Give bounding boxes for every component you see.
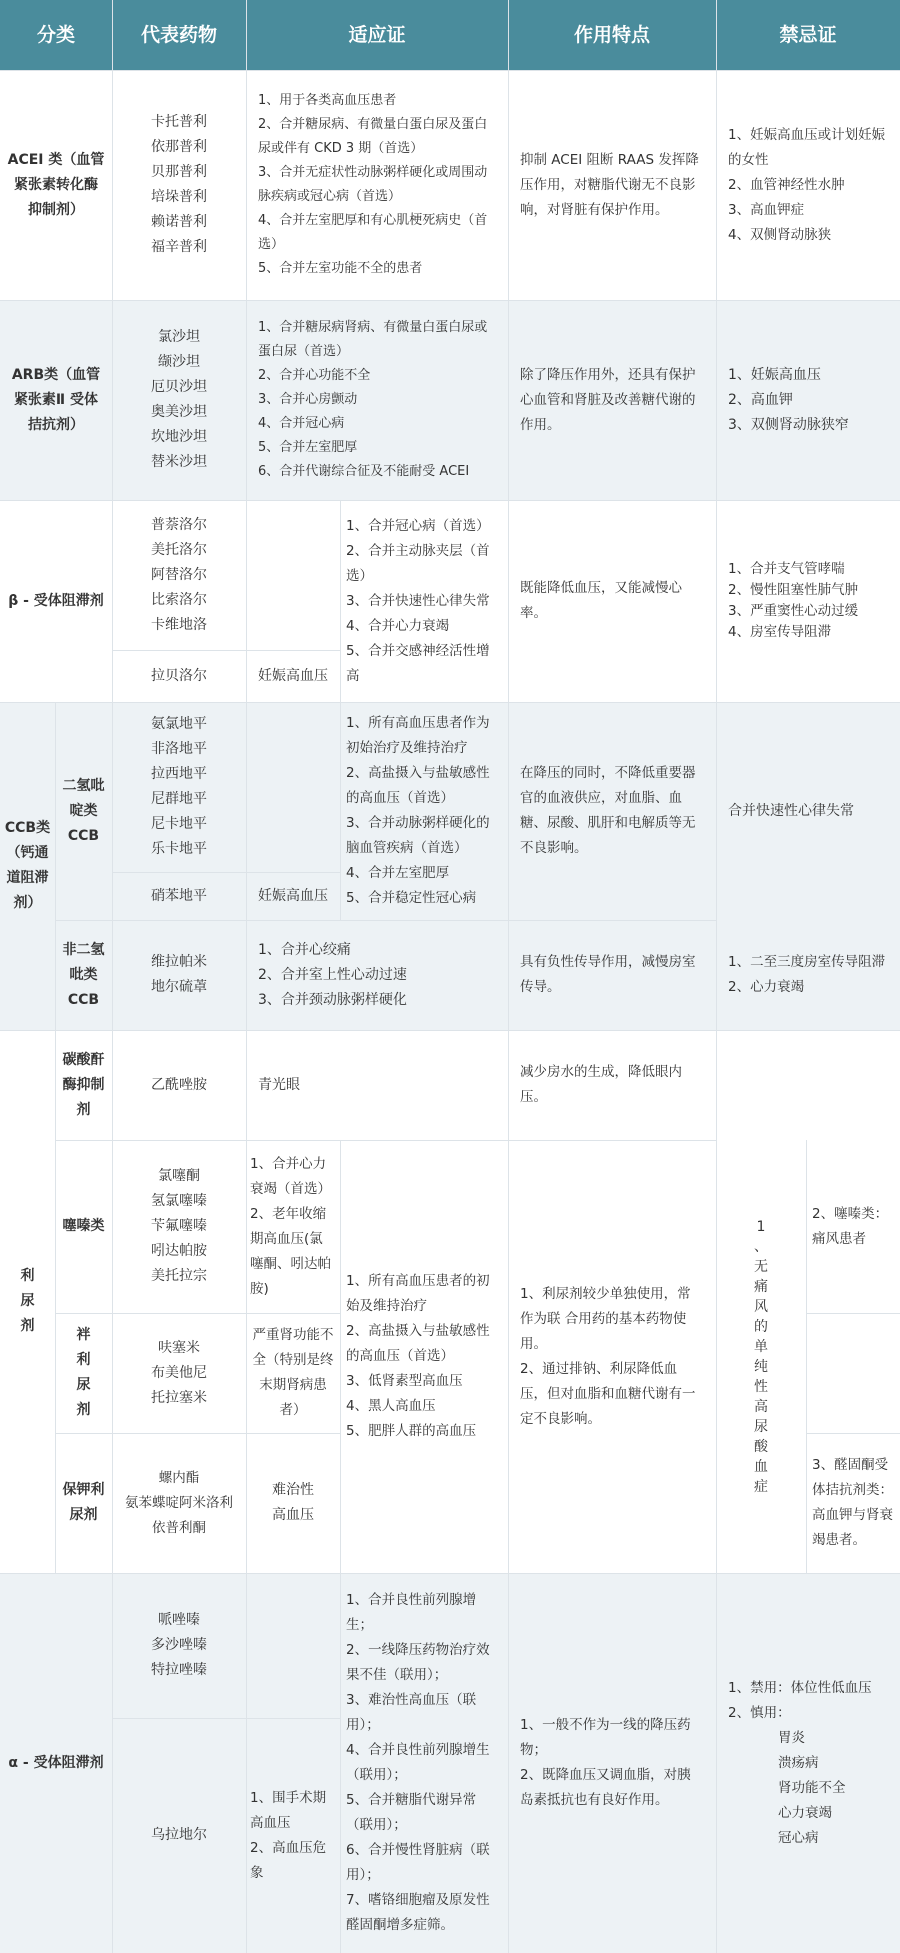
diuretic-carbonic-features: 减少房水的生成，降低眼内压。 <box>520 1064 682 1105</box>
beta-indications: 1、合并冠心病（首选） 2、合并主动脉夹层（首选） 3、合并快速性心律失常 4、合并心力衰竭 5、合并交感神经活性增高 <box>346 517 490 684</box>
alpha-indications: 1、合并良性前列腺增生； 2、一线降压药物治疗效果不佳（联用）； 3、难治性高血压（联用）； 4、合并良性前列腺增生（联用）； 5、合并糖脂代谢异常（联用）； 6、合并慢性肾脏病（联用）； 7、嗜铬细胞瘤及原发性醛固酮增多症筛。 <box>346 1592 490 1933</box>
alpha-contraindications <box>716 1573 900 1953</box>
ccb-nondhp-subcategory: 非二氢 吡类 CCB <box>62 941 105 1008</box>
grid-line <box>806 1313 900 1314</box>
acei-features: 抑制 ACEI 阻断 RAAS 发挥降压作用，对糖脂代谢无不良影响，对肾脏有保护作用。 <box>520 151 699 218</box>
alpha-category: α - 受体阻滞剂 <box>8 1754 104 1771</box>
ccb-dhp-features: 在降压的同时，不降低重要器官的血液供应，对血脂、血糖、尿酸、肌肝和电解质等无不良影响。 <box>520 765 696 856</box>
acei-category: ACEI 类（血管 紧张素转化酶 抑制剂） <box>7 151 105 218</box>
ccb-nondhp-drugs: 维拉帕米 地尔硫䓬 <box>151 954 207 995</box>
ccb-dhp-drugs-secondary: 硝苯地平 <box>151 887 207 904</box>
arb-drugs: 氯沙坦 缬沙坦 厄贝沙坦 奥美沙坦 坎地沙坦 替米沙坦 <box>151 329 207 470</box>
diuretic-carbonic-indication: 青光眼 <box>258 1076 300 1093</box>
header-drugs: 代表药物 <box>140 23 217 46</box>
arb-features: 除了降压作用外，还具有保护心血管和肾脏及改善糖代谢的作用。 <box>520 366 696 433</box>
diuretic-thiazide-contraindication: 2、噻嗪类：痛风患者 <box>812 1205 889 1247</box>
diuretic-shared-indications: 1、所有高血压患者的初始及维持治疗 2、高盐摄入与盐敏感性的高血压（首选） 3、低肾素型高血压 4、黑人高血压 5、肥胖人群的高血压 <box>346 1273 490 1439</box>
diuretic-ksparing-subcategory: 保钾利 尿剂 <box>62 1482 105 1523</box>
diuretic-ksparing-contraindication: 3、醛固酮受体拮抗剂类：高血钾与肾衰竭患者。 <box>812 1457 893 1548</box>
arb-contraindications: 1、妊娠高血压 2、高血钾 3、双侧肾动脉狭窄 <box>728 366 849 433</box>
beta-features: 既能降低血压，又能减慢心率。 <box>520 580 682 621</box>
diuretic-category: 利 尿 剂 <box>20 1268 35 1334</box>
ccb-dhp-subcategory: 二氢吡 啶类 CCB <box>62 777 105 844</box>
ccb-dhp-indications: 1、所有高血压患者作为初始治疗及维持治疗 2、高盐摄入与盐敏感性的高血压（首选） 3、合并动脉粥样硬化的脑血管疾病（首选） 4、合并左室肥厚 5、合并稳定性冠心病 <box>346 715 490 906</box>
header-contraindications: 禁忌证 <box>779 23 837 46</box>
ccb-nondhp-contraindications: 1、二至三度房室传导阻滞 2、心力衰竭 <box>728 954 886 995</box>
diuretic-ksparing-special: 难治性 高血压 <box>272 1482 314 1523</box>
alpha-contra-list: 胃炎 溃疡病 肾功能不全 心力衰竭 冠心病 <box>778 1729 846 1846</box>
beta-special-indication: 妊娠高血压 <box>258 667 328 684</box>
alpha-drugs-secondary: 乌拉地尔 <box>151 1827 207 1843</box>
diuretic-shared-features: 1、利尿剂较少单独使用，常作为联 合用药的基本药物使用。 2、通过排钠、利尿降低血压，但对血脂和血糖代谢有一定不良影响。 <box>520 1285 696 1427</box>
diuretic-thiazide-special: 1、合并心力衰竭（首选） 2、老年收缩期高血压(氯噻酮、吲达帕胺) <box>250 1155 331 1297</box>
diuretic-loop-drugs: 呋塞米 布美他尼 托拉塞米 <box>151 1339 207 1406</box>
acei-drugs: 卡托普利 依那普利 贝那普利 培垛普利 赖诺普利 福辛普利 <box>151 114 207 255</box>
ccb-nondhp-indications: 1、合并心绞痛 2、合并室上性心动过速 3、合并颈动脉粥样硬化 <box>258 941 407 1008</box>
header-indications: 适应证 <box>348 23 406 46</box>
diuretic-thiazide-drugs: 氯噻酮 氢氯噻嗪 苄氟噻嗪 吲达帕胺 美托拉宗 <box>151 1168 207 1284</box>
header-category: 分类 <box>36 23 75 46</box>
diuretic-thiazide-subcategory: 噻嗪类 <box>62 1218 105 1234</box>
arb-category: ARB类（血管 紧张素Ⅱ 受体 拮抗剂） <box>11 366 101 433</box>
diuretic-gout-contraindication: 1 、 无 痛 风 的 单 纯 性 高 尿 酸 血 症 <box>754 1218 768 1495</box>
beta-drugs-secondary: 拉贝洛尔 <box>151 667 207 684</box>
ccb-dhp-special-indication: 妊娠高血压 <box>258 887 328 904</box>
beta-category: β - 受体阻滞剂 <box>8 592 104 609</box>
alpha-special-indication: 1、围手术期高血压 2、高血压危象 <box>250 1789 327 1881</box>
beta-contraindications: 1、合并支气管哮喘 2、慢性阻塞性肺气肿 3、严重窦性心动过缓 4、房室传导阻滞 <box>728 561 859 640</box>
diuretic-carbonic-drugs: 乙酰唑胺 <box>151 1076 207 1093</box>
diuretic-loop-special: 严重肾功能不全（特别是终末期肾病患者） <box>252 1327 334 1418</box>
acei-indications: 1、用于各类高血压患者 2、合并糖尿病、有微量白蛋白尿及蛋白尿或伴有 CKD 3 期（首选） 3、合并无症状性动脉粥样硬化或周围动脉疾病或冠心病（首选） 4、合并左室肥厚和有心肌梗死病史（首选） 5、合并左室功能不全的患者 <box>258 93 488 276</box>
header-features: 作用特点 <box>573 23 650 46</box>
diuretic-carbonic-subcategory: 碳酸酐 酶抑制 剂 <box>62 1051 105 1118</box>
diuretic-loop-subcategory: 袢 利 尿 剂 <box>76 1327 91 1418</box>
ccb-category: CCB类 （钙通 道阻滞 剂） <box>4 820 51 911</box>
arb-indications: 1、合并糖尿病肾病、有微量白蛋白尿或蛋白尿（首选） 2、合并心功能不全 3、合并心房颤动 4、合并冠心病 5、合并左室肥厚 6、合并代谢综合征及不能耐受 ACEI <box>258 320 488 479</box>
beta-drugs-primary: 普萘洛尔 美托洛尔 阿替洛尔 比索洛尔 卡维地洛 <box>151 516 207 633</box>
ccb-dhp-contraindications: 合并快速性心律失常 <box>728 802 854 819</box>
alpha-drugs-primary: 哌唑嗪 多沙唑嗪 特拉唑嗪 <box>151 1612 207 1678</box>
ccb-dhp-drugs-primary: 氨氯地平 非洛地平 拉西地平 尼群地平 尼卡地平 乐卡地平 <box>151 716 207 857</box>
ccb-nondhp-features: 具有负性传导作用，减慢房室传导。 <box>520 954 696 995</box>
diuretic-ksparing-drugs: 螺内酯 氨苯蝶啶阿米洛利 依普利酮 <box>125 1469 233 1536</box>
alpha-contra-head: 1、禁用：体位性低血压 2、慎用： <box>728 1679 872 1721</box>
acei-contraindications: 1、妊娠高血压或计划妊娠的女性 2、血管神经性水肿 3、高血钾症 4、双侧肾动脉狭 <box>728 126 886 243</box>
alpha-features: 1、一般不作为一线的降压药物； 2、既降血压又调血脂，对胰岛素抵抗也有良好作用。 <box>520 1717 691 1808</box>
